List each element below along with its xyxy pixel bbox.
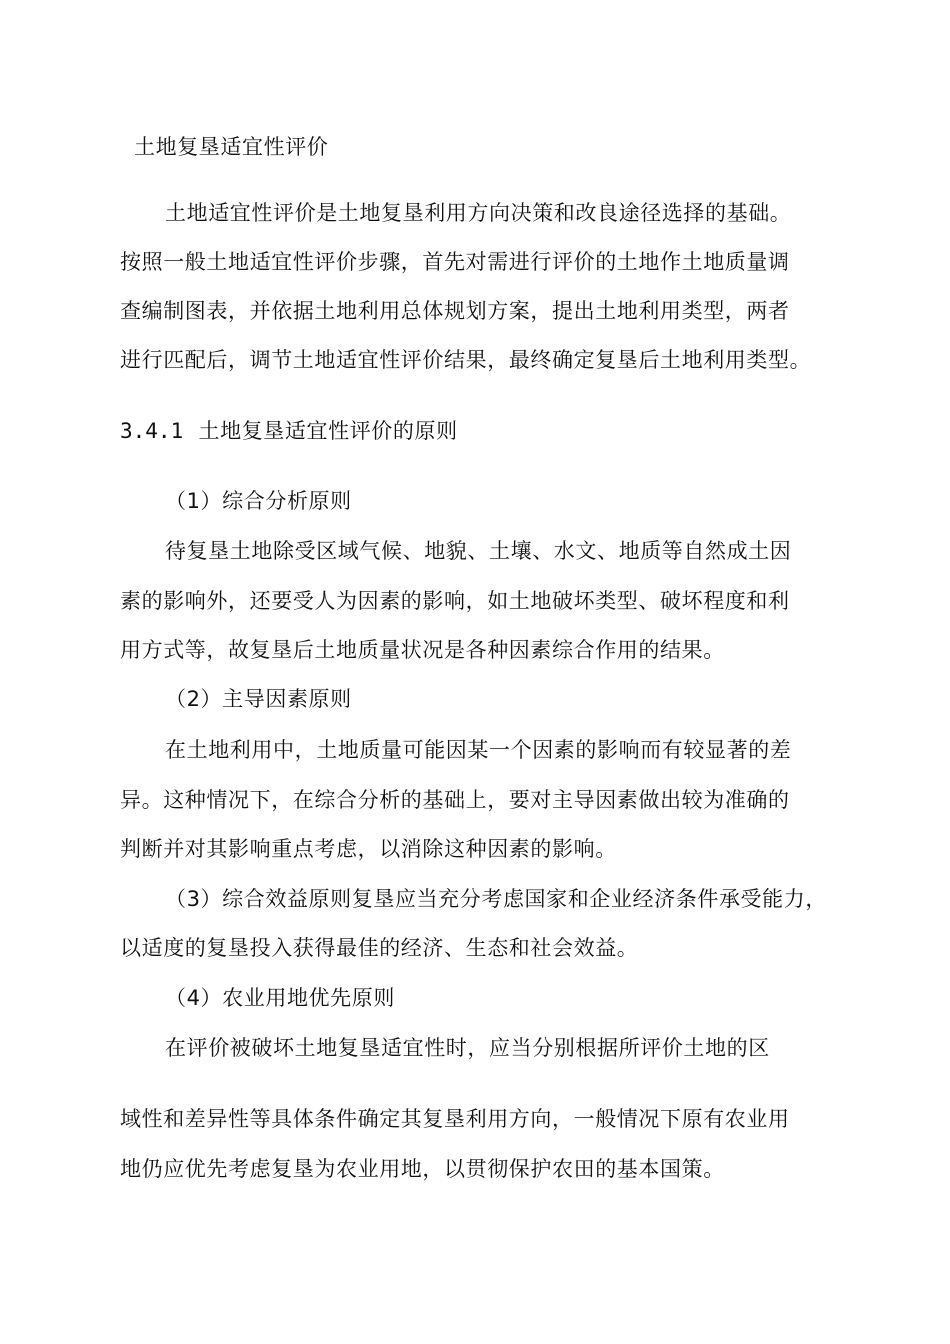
intro-line: 查编制图表，并依据土地利用总体规划方案，提出土地利用类型，两者 xyxy=(120,299,790,323)
intro-line: 土地适宜性评价是土地复垦利用方向决策和改良途径选择的基础。 xyxy=(165,201,792,225)
section-number: 3.4.1 xyxy=(120,419,184,443)
intro-line: 按照一般土地适宜性评价步骤，首先对需进行评价的土地作土地质量调 xyxy=(120,250,790,274)
intro-line: 进行匹配后，调节土地适宜性评价结果，最终确定复垦后土地利用类型。 xyxy=(120,348,812,372)
principle-heading: （3）综合效益原则复垦应当充分考虑国家和企业经济条件承受能力， xyxy=(165,887,827,911)
principle-line: 待复垦土地除受区域气候、地貌、土壤、水文、地质等自然成土因 xyxy=(165,539,792,563)
principle-line: 素的影响外，还要受人为因素的影响，如土地破坏类型、破坏程度和利 xyxy=(120,589,790,613)
principle-line: 用方式等，故复垦后土地质量状况是各种因素综合作用的结果。 xyxy=(120,638,725,662)
section-heading xyxy=(120,416,458,446)
section-title: 土地复垦适宜性评价的原则 xyxy=(198,419,458,443)
principle-line: 异。这种情况下，在综合分析的基础上，要对主导因素做出较为准确的 xyxy=(120,788,790,812)
principle-line: 地仍应优先考虑复垦为农业用地，以贯彻保护农田的基本国策。 xyxy=(120,1157,725,1181)
principle-line: 域性和差异性等具体条件确定其复垦利用方向，一般情况下原有农业用 xyxy=(120,1107,790,1131)
principle-heading: （2）主导因素原则 xyxy=(165,687,352,711)
principle-line: 判断并对其影响重点考虑，以消除这种因素的影响。 xyxy=(120,837,617,861)
principle-heading: （4）农业用地优先原则 xyxy=(165,986,395,1010)
principle-heading: （1）综合分析原则 xyxy=(165,489,352,513)
principle-line: 在评价被破坏土地复垦适宜性时，应当分别根据所评价土地的区 xyxy=(165,1036,770,1060)
principle-line: 以适度的复垦投入获得最佳的经济、生态和社会效益。 xyxy=(120,936,639,960)
document-title: 土地复垦适宜性评价 xyxy=(134,135,329,159)
principle-line: 在土地利用中，土地质量可能因某一个因素的影响而有较显著的差 xyxy=(165,738,792,762)
